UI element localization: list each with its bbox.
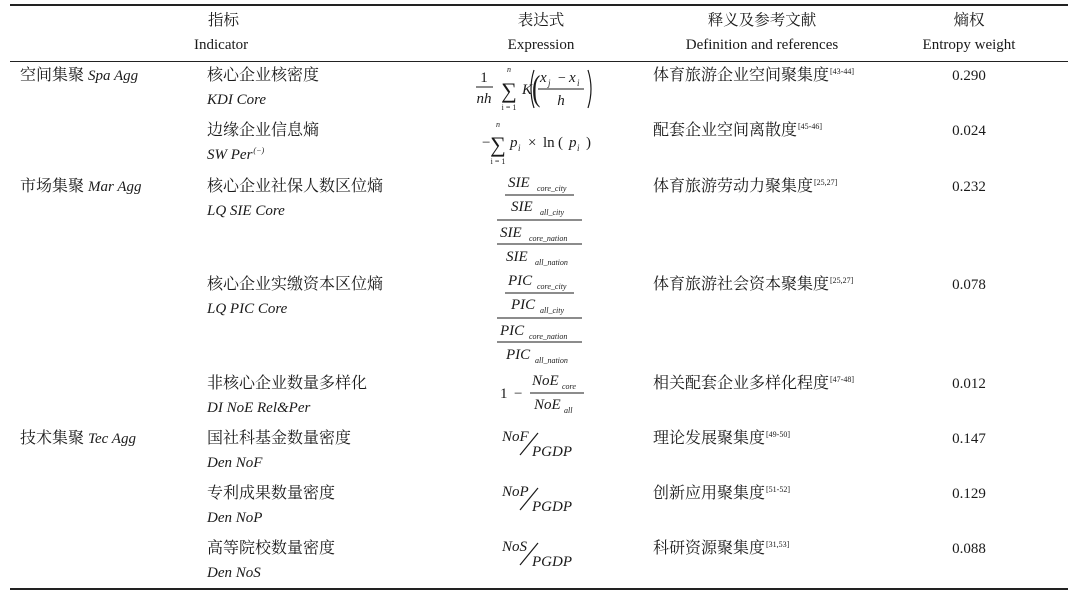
table-bottom-rule: [10, 588, 1068, 590]
indicator-en: SW Per(−): [207, 146, 265, 163]
svg-text:K: K: [522, 82, 533, 98]
entropy-weight: 0.129: [952, 486, 986, 502]
header-weight-en: Entropy weight: [922, 37, 1016, 53]
svg-text:n: n: [507, 65, 511, 74]
svg-text:PGDP: PGDP: [532, 444, 572, 460]
entropy-weight: 0.024: [952, 123, 986, 139]
svg-text:PGDP: PGDP: [532, 499, 572, 515]
indicator-zh: 非核心企业数量多样化: [207, 375, 368, 392]
header-indicator-zh: 指标: [208, 12, 240, 29]
expression-kdi-svg: [474, 64, 614, 114]
svg-text:SIE: SIE: [506, 249, 528, 265]
header-indicator-en: Indicator: [194, 37, 249, 53]
indicator-en: LQ SIE Core: [207, 203, 285, 219]
svg-text:core_nation: core_nation: [529, 234, 568, 243]
expression-sw: [480, 121, 610, 172]
indicator-zh: 核心企业实缴资本区位熵: [207, 276, 384, 293]
table-header-rule: [10, 61, 1068, 62]
svg-text:(: (: [558, 135, 563, 151]
svg-text:PIC: PIC: [508, 273, 533, 289]
svg-text:PGDP: PGDP: [532, 554, 572, 570]
header-expression-en: Expression: [507, 37, 575, 53]
svg-text:SIE: SIE: [511, 199, 533, 215]
entropy-weight: 0.147: [952, 431, 986, 447]
entropy-weight: 0.078: [952, 277, 986, 293]
indicator-en: KDI Core: [207, 92, 267, 108]
svg-text:j: j: [548, 78, 551, 88]
svg-text:all_nation: all_nation: [535, 258, 568, 267]
indicator-zh: 国社科基金数量密度: [207, 430, 352, 447]
svg-text:core_nation: core_nation: [529, 332, 568, 341]
header-definition-en: Definition and references: [685, 37, 839, 53]
svg-text:i: i: [577, 143, 580, 153]
indicator-zh: 专利成果数量密度: [207, 485, 336, 502]
svg-text:−: −: [482, 135, 491, 151]
svg-text:h: h: [557, 93, 565, 109]
svg-text:SIE: SIE: [500, 225, 522, 241]
indicator-en: Den NoP: [207, 510, 263, 526]
definition: 创新应用聚集度[51-52]: [653, 484, 791, 502]
svg-text:core_city: core_city: [537, 282, 567, 291]
svg-text:all_nation: all_nation: [535, 356, 568, 365]
svg-text:core: core: [562, 382, 576, 391]
svg-text:PIC: PIC: [506, 347, 531, 363]
expression-den-nop: [500, 482, 590, 523]
svg-text:x: x: [569, 70, 576, 86]
svg-text:all: all: [564, 406, 573, 415]
svg-text:core_city: core_city: [537, 184, 567, 193]
svg-text:NoF: NoF: [502, 429, 529, 445]
svg-text:NoE: NoE: [532, 373, 559, 389]
svg-text:all_city: all_city: [540, 306, 564, 315]
indicator-zh: 核心企业社保人数区位熵: [207, 178, 384, 195]
expression-di: [496, 370, 596, 421]
expression-den-nof: [500, 427, 590, 468]
header-definition-zh: 释义及参考文献: [707, 12, 817, 29]
definition: 配套企业空间离散度[45-46]: [653, 121, 823, 139]
entropy-weight: 0.232: [952, 179, 986, 195]
svg-text:ln: ln: [543, 135, 555, 151]
indicator-en: Den NoF: [207, 455, 263, 471]
svg-text:(: (: [532, 67, 541, 109]
expression-kdi: [474, 64, 614, 119]
group-label-market: 市场集聚 Mar Agg: [20, 178, 142, 195]
svg-text:i: i: [518, 143, 521, 153]
entropy-weight: 0.290: [952, 68, 986, 84]
svg-text:SIE: SIE: [508, 175, 530, 191]
svg-text:∑: ∑: [490, 132, 506, 157]
indicator-en: DI NoE Rel&Per: [207, 400, 311, 416]
svg-text:i = 1: i = 1: [501, 103, 517, 112]
svg-text:p: p: [510, 135, 518, 151]
svg-text:−: −: [514, 386, 523, 402]
definition: 体育旅游企业空间聚集度[43-44]: [653, 66, 855, 84]
header-expression-zh: 表达式: [517, 12, 565, 29]
svg-text:∑: ∑: [501, 78, 517, 103]
svg-text:1: 1: [480, 70, 488, 86]
svg-text:x: x: [540, 70, 547, 86]
svg-text:i: i: [577, 78, 580, 88]
header-weight-zh: 熵权: [953, 12, 985, 29]
entropy-weight: 0.012: [952, 376, 986, 392]
svg-text:PIC: PIC: [500, 323, 525, 339]
svg-text:−: −: [558, 71, 566, 86]
entropy-weight: 0.088: [952, 541, 986, 557]
definition: 体育旅游社会资本聚集度[25,27]: [653, 275, 854, 293]
indicator-en: LQ PIC Core: [207, 301, 288, 317]
svg-text:nh: nh: [476, 91, 492, 107]
svg-text:p: p: [569, 135, 577, 151]
svg-text:×: ×: [528, 135, 537, 151]
svg-text:NoP: NoP: [502, 484, 529, 500]
svg-text:NoE: NoE: [534, 397, 561, 413]
definition: 科研资源聚集度[31,53]: [653, 539, 790, 557]
group-label-spatial: 空间集聚 Spa Agg: [20, 67, 139, 84]
svg-text:all_city: all_city: [540, 208, 564, 217]
svg-text:): ): [586, 135, 591, 151]
svg-text:i = 1: i = 1: [490, 157, 506, 166]
expression-lq-sie: [494, 172, 586, 277]
table-top-rule: [10, 4, 1068, 6]
definition: 相关配套企业多样化程度[47-48]: [653, 374, 855, 392]
svg-text:n: n: [496, 120, 500, 129]
indicator-zh: 边缘企业信息熵: [207, 122, 320, 139]
expression-den-nos: [500, 537, 590, 578]
indicator-zh: 高等院校数量密度: [207, 540, 336, 557]
indicator-zh: 核心企业核密度: [207, 67, 320, 84]
indicator-en: Den NoS: [207, 565, 261, 581]
svg-text:1: 1: [500, 386, 508, 402]
group-label-technology: 技术集聚 Tec Agg: [20, 430, 136, 447]
definition: 体育旅游劳动力聚集度[25,27]: [653, 177, 838, 195]
svg-text:NoS: NoS: [502, 539, 528, 555]
definition: 理论发展聚集度[49-50]: [653, 429, 791, 447]
expression-lq-pic: [494, 270, 586, 375]
svg-text:PIC: PIC: [511, 297, 536, 313]
